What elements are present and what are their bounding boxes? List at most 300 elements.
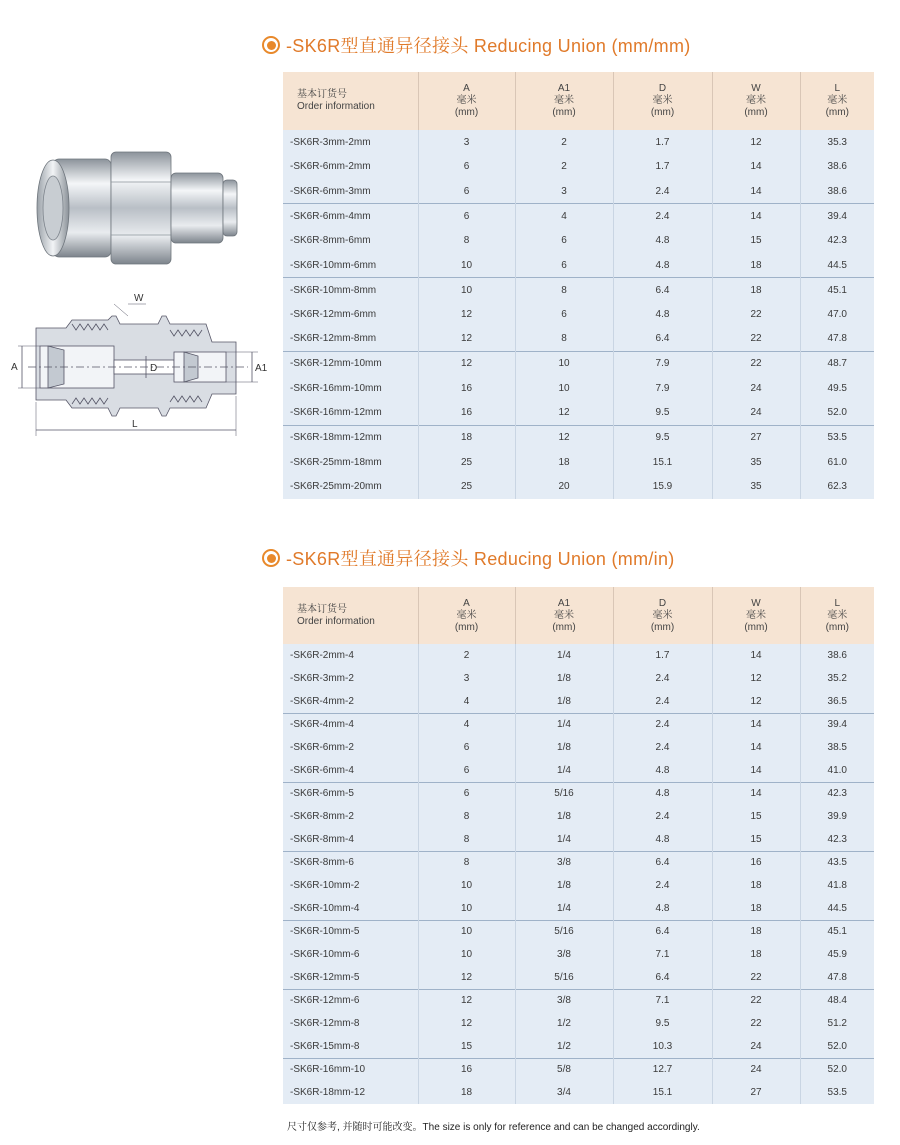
order-number-cell: -SK6R-3mm-2 (283, 667, 418, 690)
table-cell: 4.8 (613, 253, 712, 278)
table-row (283, 155, 874, 180)
table-cell: 42.3 (800, 828, 874, 851)
table-cell: 5/8 (515, 1058, 613, 1081)
table-cell: 10 (418, 943, 515, 966)
table-cell: 10 (418, 278, 515, 303)
table-cell: 8 (418, 851, 515, 874)
table-cell: 16 (418, 401, 515, 426)
table-cell: 18 (712, 920, 800, 943)
column-header-line: (mm) (552, 621, 576, 633)
table-cell: 24 (712, 401, 800, 426)
order-number-cell: -SK6R-16mm-10mm (283, 376, 418, 401)
column-header-line: 毫米 (746, 609, 766, 621)
table-cell: 47.0 (800, 302, 874, 327)
table-cell: 10.3 (613, 1035, 712, 1058)
footnote: 尺寸仅参考, 并随时可能改变。The size is only for reference and can be changed accordingly. (287, 1122, 700, 1133)
table-cell: 3/8 (515, 943, 613, 966)
order-number-cell: -SK6R-12mm-5 (283, 966, 418, 989)
order-number-cell: -SK6R-12mm-6 (283, 989, 418, 1012)
column-header-line: 毫米 (652, 609, 673, 621)
column-header-line: 基本订货号 (297, 603, 347, 615)
table-row (283, 920, 874, 943)
table-cell: 27 (712, 425, 800, 450)
table-row (283, 204, 874, 229)
column-header-line: W (751, 597, 761, 609)
table-cell: 6.4 (613, 327, 712, 352)
table-row (283, 179, 874, 204)
table-cell: 1/8 (515, 805, 613, 828)
table-row (283, 667, 874, 690)
table-cell: 15 (712, 805, 800, 828)
table-cell: 18 (712, 253, 800, 278)
column-header-line: L (834, 597, 841, 609)
order-number-cell: -SK6R-12mm-10mm (283, 351, 418, 376)
order-number-cell: -SK6R-8mm-6 (283, 851, 418, 874)
table-cell: 22 (712, 302, 800, 327)
table-cell: 49.5 (800, 376, 874, 401)
table-cell: 3 (515, 179, 613, 204)
table-cell: 22 (712, 327, 800, 352)
order-number-cell: -SK6R-8mm-4 (283, 828, 418, 851)
table-cell: 2 (515, 130, 613, 155)
table-row (283, 1058, 874, 1081)
table-row (283, 228, 874, 253)
table-cell: 6 (418, 204, 515, 229)
column-header-line: 毫米 (746, 95, 766, 106)
table-cell: 35 (712, 474, 800, 499)
table-cell: 14 (712, 204, 800, 229)
table-row (283, 782, 874, 805)
table-cell: 48.4 (800, 989, 874, 1012)
table-cell: 2 (418, 644, 515, 667)
order-number-cell: -SK6R-12mm-6mm (283, 302, 418, 327)
table-cell: 12 (712, 690, 800, 713)
table-cell: 42.3 (800, 228, 874, 253)
column-header-line: (mm) (825, 621, 849, 633)
table-cell: 4 (515, 204, 613, 229)
table-cell: 1/4 (515, 897, 613, 920)
table-cell: 7.1 (613, 989, 712, 1012)
column-header-line: (mm) (552, 107, 576, 118)
table-cell: 1.7 (613, 130, 712, 155)
table-cell: 4.8 (613, 897, 712, 920)
table-row (283, 713, 874, 736)
table-cell: 1/2 (515, 1012, 613, 1035)
table-cell: 38.6 (800, 644, 874, 667)
table-row (283, 874, 874, 897)
order-number-cell: -SK6R-25mm-18mm (283, 450, 418, 475)
table-cell: 22 (712, 1012, 800, 1035)
section-2-title-text: -SK6R型直通异径接头 Reducing Union (mm/in) (286, 549, 675, 569)
table-cell: 48.7 (800, 351, 874, 376)
table-cell: 20 (515, 474, 613, 499)
order-number-cell: -SK6R-10mm-6mm (283, 253, 418, 278)
order-number-cell: -SK6R-6mm-2 (283, 736, 418, 759)
table-cell: 22 (712, 351, 800, 376)
column-header-line: Order information (297, 101, 375, 112)
table-cell: 41.0 (800, 759, 874, 782)
table-cell: 52.0 (800, 1058, 874, 1081)
order-number-cell: -SK6R-8mm-2 (283, 805, 418, 828)
table-row (283, 302, 874, 327)
table-cell: 5/16 (515, 966, 613, 989)
table-row (283, 253, 874, 278)
table-cell: 1/4 (515, 713, 613, 736)
table-cell: 38.6 (800, 155, 874, 180)
table-cell: 6 (418, 155, 515, 180)
order-number-cell: -SK6R-10mm-2 (283, 874, 418, 897)
table-cell: 8 (515, 278, 613, 303)
reducing-union-photo (35, 147, 245, 272)
table-cell: 25 (418, 474, 515, 499)
table-cell: 22 (712, 989, 800, 1012)
column-header-line: 毫米 (827, 609, 848, 621)
table-cell: 12 (418, 327, 515, 352)
table-row (283, 736, 874, 759)
table-cell: 27 (712, 1081, 800, 1104)
column-header-line: A (463, 597, 470, 609)
table-cell: 18 (418, 1081, 515, 1104)
column-header-line: A (463, 83, 470, 94)
table-cell: 6 (515, 302, 613, 327)
table-cell: 38.5 (800, 736, 874, 759)
table-row (283, 327, 874, 352)
bullet-circle-icon (262, 549, 280, 567)
order-number-cell: -SK6R-10mm-4 (283, 897, 418, 920)
table-cell: 2.4 (613, 736, 712, 759)
column-header-line: (mm) (650, 621, 675, 633)
order-number-cell: -SK6R-3mm-2mm (283, 130, 418, 155)
table-cell: 45.1 (800, 278, 874, 303)
table-cell: 6.4 (613, 851, 712, 874)
table-cell: 1/8 (515, 736, 613, 759)
table-cell: 8 (418, 828, 515, 851)
table-cell: 14 (712, 759, 800, 782)
table-cell: 2.4 (613, 874, 712, 897)
table-cell: 35.3 (800, 130, 874, 155)
table-cell: 14 (712, 736, 800, 759)
table-cell: 51.2 (800, 1012, 874, 1035)
table-row (283, 401, 874, 426)
order-number-cell: -SK6R-6mm-3mm (283, 179, 418, 204)
table-cell: 1/4 (515, 759, 613, 782)
table-cell: 4.8 (613, 759, 712, 782)
table-cell: 18 (712, 943, 800, 966)
table-cell: 4.8 (613, 782, 712, 805)
table-row (283, 805, 874, 828)
column-header (418, 587, 515, 644)
table-cell: 10 (418, 920, 515, 943)
table-cell: 22 (712, 966, 800, 989)
order-number-cell: -SK6R-12mm-8mm (283, 327, 418, 352)
table-cell: 12 (418, 1012, 515, 1035)
table-cell: 2.4 (613, 204, 712, 229)
order-number-cell: -SK6R-18mm-12mm (283, 425, 418, 450)
table-row (283, 759, 874, 782)
table-cell: 12 (418, 966, 515, 989)
reducing-union-mm-mm-table (283, 72, 874, 499)
table-cell: 39.4 (800, 713, 874, 736)
table-cell: 53.5 (800, 1081, 874, 1104)
table-cell: 12 (418, 351, 515, 376)
table-cell: 6.4 (613, 278, 712, 303)
table-cell: 3/8 (515, 989, 613, 1012)
table-cell: 4.8 (613, 302, 712, 327)
column-header-line: (mm) (744, 107, 768, 118)
table-cell: 9.5 (613, 425, 712, 450)
table-cell: 12 (712, 667, 800, 690)
table-cell: 4.8 (613, 828, 712, 851)
table-cell: 6 (515, 253, 613, 278)
table-cell: 18 (515, 450, 613, 475)
table-cell: 18 (418, 425, 515, 450)
dim-label-l: L (132, 419, 138, 430)
table-cell: 7.9 (613, 351, 712, 376)
table-cell: 24 (712, 376, 800, 401)
dim-label-d: D (150, 363, 158, 374)
table-cell: 3/8 (515, 851, 613, 874)
column-header-line: A1 (557, 597, 571, 609)
order-number-cell: -SK6R-6mm-4 (283, 759, 418, 782)
table-row (283, 376, 874, 401)
table-cell: 9.5 (613, 401, 712, 426)
table-cell: 4 (418, 713, 515, 736)
column-header-line: 毫米 (652, 95, 673, 106)
column-header-line: 毫米 (456, 95, 477, 106)
table-row (283, 828, 874, 851)
table-row (283, 450, 874, 475)
order-number-cell: -SK6R-8mm-6mm (283, 228, 418, 253)
column-header (712, 587, 800, 644)
table-row (283, 1012, 874, 1035)
table-cell: 2.4 (613, 667, 712, 690)
table-cell: 14 (712, 179, 800, 204)
table-row (283, 474, 874, 499)
table-cell: 2.4 (613, 690, 712, 713)
table-cell: 12.7 (613, 1058, 712, 1081)
table-row (283, 351, 874, 376)
table-cell: 15 (418, 1035, 515, 1058)
table-cell: 14 (712, 155, 800, 180)
table-cell: 45.1 (800, 920, 874, 943)
table-cell: 16 (712, 851, 800, 874)
table-cell: 15.1 (613, 1081, 712, 1104)
order-number-cell: -SK6R-25mm-20mm (283, 474, 418, 499)
column-header-line: D (658, 597, 667, 609)
table-cell: 10 (515, 351, 613, 376)
table-cell: 41.8 (800, 874, 874, 897)
table-cell: 1/8 (515, 874, 613, 897)
table-cell: 10 (418, 253, 515, 278)
table-cell: 3 (418, 130, 515, 155)
table-cell: 8 (515, 327, 613, 352)
table-cell: 15.9 (613, 474, 712, 499)
order-number-cell: -SK6R-10mm-8mm (283, 278, 418, 303)
section-1-title-text: -SK6R型直通异径接头 Reducing Union (mm/mm) (286, 36, 691, 56)
table-cell: 62.3 (800, 474, 874, 499)
table-cell: 14 (712, 644, 800, 667)
column-header (613, 587, 712, 644)
table-cell: 15 (712, 228, 800, 253)
column-header-line: D (658, 83, 667, 94)
table-cell: 35 (712, 450, 800, 475)
column-header-line: (mm) (744, 621, 768, 633)
table-cell: 1/8 (515, 690, 613, 713)
table-cell: 2.4 (613, 713, 712, 736)
section-1-title (262, 32, 691, 58)
table-cell: 6 (418, 736, 515, 759)
table-cell: 39.4 (800, 204, 874, 229)
dim-label-a1: A1 (255, 363, 268, 374)
table-cell: 1/4 (515, 828, 613, 851)
table-cell: 15.1 (613, 450, 712, 475)
order-number-cell: -SK6R-18mm-12 (283, 1081, 418, 1104)
table-cell: 6 (418, 759, 515, 782)
table-cell: 43.5 (800, 851, 874, 874)
column-header-line: (mm) (650, 107, 675, 118)
table-cell: 14 (712, 782, 800, 805)
table-cell: 44.5 (800, 253, 874, 278)
table-cell: 42.3 (800, 782, 874, 805)
table-row (283, 1035, 874, 1058)
column-header (800, 587, 874, 644)
table-row (283, 989, 874, 1012)
reducing-union-mm-in-table (283, 587, 874, 1104)
column-header (283, 587, 418, 644)
column-header-line: (mm) (454, 107, 479, 118)
column-header-line: A1 (557, 83, 571, 94)
column-header (418, 72, 515, 130)
table-cell: 24 (712, 1035, 800, 1058)
table-cell: 45.9 (800, 943, 874, 966)
table-cell: 4 (418, 690, 515, 713)
table-cell: 47.8 (800, 966, 874, 989)
table-cell: 36.5 (800, 690, 874, 713)
column-header-line: (mm) (825, 107, 849, 118)
table-cell: 35.2 (800, 667, 874, 690)
table-cell: 10 (515, 376, 613, 401)
dim-label-w: W (134, 293, 144, 304)
table-cell: 39.9 (800, 805, 874, 828)
column-header-line: Order information (297, 615, 375, 627)
column-header (800, 72, 874, 130)
column-header-line: 毫米 (554, 95, 574, 106)
table-cell: 12 (712, 130, 800, 155)
column-header-line: 基本订货号 (297, 89, 347, 100)
table-cell: 6.4 (613, 966, 712, 989)
table-cell: 47.8 (800, 327, 874, 352)
table-cell: 7.1 (613, 943, 712, 966)
order-number-cell: -SK6R-10mm-6 (283, 943, 418, 966)
column-header-line: L (834, 83, 841, 94)
column-header-line: 毫米 (456, 609, 477, 621)
table-cell: 3/4 (515, 1081, 613, 1104)
table-cell: 2 (515, 155, 613, 180)
table-cell: 8 (418, 805, 515, 828)
table-cell: 18 (712, 278, 800, 303)
order-number-cell: -SK6R-4mm-2 (283, 690, 418, 713)
column-header (283, 72, 418, 130)
section-2-title (262, 545, 675, 571)
table-cell: 6 (515, 228, 613, 253)
table-row (283, 690, 874, 713)
table-cell: 16 (418, 1058, 515, 1081)
bullet-circle-icon (262, 36, 280, 54)
table-header-row (283, 587, 874, 644)
table-cell: 6 (418, 179, 515, 204)
order-number-cell: -SK6R-6mm-5 (283, 782, 418, 805)
table-cell: 10 (418, 874, 515, 897)
table-cell: 1.7 (613, 155, 712, 180)
table-cell: 3 (418, 667, 515, 690)
table-cell: 6 (418, 782, 515, 805)
table-cell: 16 (418, 376, 515, 401)
table-cell: 52.0 (800, 1035, 874, 1058)
table-cell: 25 (418, 450, 515, 475)
order-number-cell: -SK6R-15mm-8 (283, 1035, 418, 1058)
table-cell: 9.5 (613, 1012, 712, 1035)
table-cell: 4.8 (613, 228, 712, 253)
order-number-cell: -SK6R-16mm-10 (283, 1058, 418, 1081)
column-header (515, 587, 613, 644)
table-cell: 2.4 (613, 179, 712, 204)
table-cell: 2.4 (613, 805, 712, 828)
table-cell: 14 (712, 713, 800, 736)
order-number-cell: -SK6R-4mm-4 (283, 713, 418, 736)
order-number-cell: -SK6R-10mm-5 (283, 920, 418, 943)
table-cell: 1.7 (613, 644, 712, 667)
table-cell: 52.0 (800, 401, 874, 426)
cross-section-drawing (8, 290, 270, 440)
column-header-line: 毫米 (554, 609, 574, 621)
table-cell: 5/16 (515, 920, 613, 943)
table-row (283, 425, 874, 450)
table-cell: 53.5 (800, 425, 874, 450)
table-cell: 1/4 (515, 644, 613, 667)
table-row (283, 644, 874, 667)
column-header (613, 72, 712, 130)
table-cell: 15 (712, 828, 800, 851)
table-cell: 44.5 (800, 897, 874, 920)
table-cell: 1/8 (515, 667, 613, 690)
table-cell: 61.0 (800, 450, 874, 475)
table-row (283, 278, 874, 303)
dim-label-a: A (11, 362, 18, 373)
table-cell: 10 (418, 897, 515, 920)
column-header-line: (mm) (454, 621, 479, 633)
table-cell: 6.4 (613, 920, 712, 943)
column-header-line: W (751, 83, 761, 94)
order-number-cell: -SK6R-2mm-4 (283, 644, 418, 667)
table-cell: 18 (712, 897, 800, 920)
table-cell: 7.9 (613, 376, 712, 401)
table-row (283, 966, 874, 989)
table-cell: 24 (712, 1058, 800, 1081)
column-header (712, 72, 800, 130)
table-cell: 12 (515, 425, 613, 450)
column-header (515, 72, 613, 130)
order-number-cell: -SK6R-6mm-2mm (283, 155, 418, 180)
order-number-cell: -SK6R-6mm-4mm (283, 204, 418, 229)
table-cell: 12 (418, 989, 515, 1012)
table-row (283, 1081, 874, 1104)
table-row (283, 897, 874, 920)
table-row (283, 943, 874, 966)
table-cell: 12 (515, 401, 613, 426)
column-header-line: 毫米 (827, 95, 848, 106)
table-row (283, 130, 874, 155)
order-number-cell: -SK6R-16mm-12mm (283, 401, 418, 426)
